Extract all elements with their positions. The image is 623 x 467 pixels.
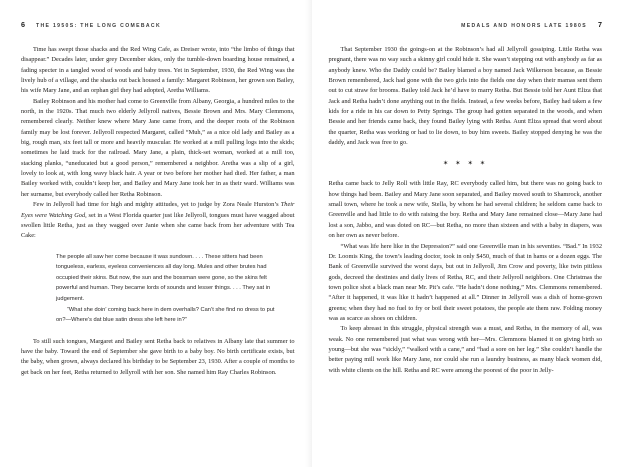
left-running-head [21,20,295,33]
paragraph: Time has swept those shacks and the Red Wing Cafe, as Dreiser wrote, into “the limbo of things that disappear.” Decades later, under grey December skies, only the tumble-down boarding house remained, a fading specter in a tangled wood of woods and baby trees. Yet in September, 1930, the Red Wing was the lively hub of a village, and the shacks out back housed a family: Margaret Robinson, her grown son Bailey, his wife Mary Jane, and an orphan girl they had adopted, Aretha Williams. [21,46,295,95]
paragraph: “What was life here like in the Depression?” said one Greenville man in his seventies. “Bad.” In 1932 Dr. Loomis King, the town’s leading doctor, took in only $450, much of that in hams or a dozen eggs. The Bank of Greenville survived the worst days, but out in Jellyroll, Jim Crow and poverty, like twin pitiless gods, decreed the destinies and daily lives of Retha, RC, and their Jellyroll neighbors. One Christmas the town police shot a black man near Mr. Pit’s cafe. “He hadn’t done nothing,” Mrs. Clemmons remembered. “After it happened, it was like it hadn’t happened at all.” Dinner in Jellyroll was a dish of home-grown greens; when they had no fuel to fry or boil their sweet potatoes, the people ate them raw. Folding money was as scarce as shoes on children. [328,242,602,322]
block-quote [56,252,281,326]
paragraph: Retha came back to Jelly Roll with little Ray, RC everybody called him, but there was no going back to how things had been. Bailey and Mary Jane soon separated, and Bailey moved south to Shamrock, another small town, where he took a new wife, Stella, by whom he had several children; he seldom came back to Greenville and had little to do with raising the boy. Retha and Mary Jane remained close—Mary Jane had lost a son, Jabbo, and was doted on RC—but Retha, no more than sixteen and with a baby in diapers, was on her own as never before. [328,180,602,240]
right-page [312,0,623,467]
ornament-glyphs: ✶ ✶ ✶ ✶ [442,159,488,168]
paragraph: To still such tongues, Margaret and Bailey sent Retha back to relatives in Albany late that summer to have the baby. Toward the end of September she gave birth to a baby boy. No birth certificate exists, but the baby, when grown, always declared his birthday to be September 23, 1930. After a couple of months to get back on her feet, Retha returned to Jellyroll with her son. She named him Ray Charles Robinson. [21,337,295,376]
paragraph: Bailey Robinson and his mother had come to Greenville from Albany, Georgia, a hundred miles to the north, in the 1920s. That much two elderly Jellyroll natives, Bessie Brown and Mrs. Mary Clemmons, remembered clearly. Neither knew where Mary Jane came from, and the deeper roots of the Robinson family may be lost forever. Jellyroll respected Margaret, called “Muh,” as a nice old lady and Bailey as a big, rough man, six feet tall or more and heavily muscular. He worked at a mill pulling logs into the skids; sometimes he laid track for the railroad. Mary Jane, a plain, thick-set woman, worked at a mill too, stacking planks, “uneducated but a good person,” remembered a neighbor. Aretha was a slip of a girl, lovely to look at, with long wavy black hair. A year or two before her mother had died. Her father, a man Bailey worked with, couldn’t keep her, and Bailey and Mary Jane took her in as their ward. Williams was her surname, but everybody called her Retha Robinson. [21,97,295,198]
left-running-head-title: THE 1950S: THE LONG COMEBACK [36,23,161,29]
right-running-head [329,20,603,33]
block-quote-paragraph: The people all saw her come because it was sundown. . . . These sitters had been tongueless, earless, eyeless conveniences all day long. Mules and other brutes had occupied their skins. But now, the sun and the bossman were gone, so the skins felt powerful and human. They became lords of sounds and lesser things. . . . They sat in judgement. [56,253,271,302]
left-body-column [21,45,295,378]
paragraph: That September 1930 the goings-on at the Robinson’s had all Jellyroll gossiping. Little Retha was pregnant, there was no way such a skinny girl could hide it. She wasn’t stepping out with anybody as far as anybody knew. Who the Daddy could be? Bailey blamed a boy named Jack Wilkerson because, as Bessie Brown remembered, Jack had gone with the two girls into the fields one day when their mamas sent them out to cut straw for brooms. Bailey told Jack he’d have to marry Retha. But Bessie told her Aunt Eliza that Jack and Retha hadn’t done anything out in the fields. Instead, a few weeks before, Bailey had taken a few kids for a ride in his car down to Petty Springs. The group had gotten separated in the woods, and when Bessie and her friends came back, they found Bailey lying with Retha. Aunt Eliza spread that word about the quarter, Retha was working or had to lie down, to buy him sweets. Bailey stopped denying he was the daddy, and Jack was free to go. [328,46,602,147]
paragraph-intro-extract: Few in Jellyroll had time for high and mighty attitudes, yet to judge by Zora Neale Hurston’s Their Eyes were Watching God, set in a West Florida quarter just like Jellyroll, tongues must have wagged about swollen little Retha, just as they wagged over Janie when she came back from her adventure with Tea Cake: [21,201,295,240]
right-body-column [329,45,603,376]
section-divider-ornament [329,159,603,168]
left-page-number: 6 [21,20,25,29]
book-title-italic: Their Eyes were Watching God [21,201,295,219]
block-quote-paragraph: “What she doin’ coming back here in dem overhalls? Can’t she find no dress to put on?—Where’s dat blue satin dress she left here in?” [56,306,275,324]
right-page-number: 7 [598,20,602,29]
paragraph: To keep abreast in this struggle, physical strength was a must, and Retha, in the memory of all, was weak. No one remembered just what was wrong with her—Mrs. Clemmons blamed it on giving birth so young—but she was “sickly,” “walked with a cane,” and “had a sore on her leg.” She couldn’t handle the better paying mill work like Mary Jane, nor could she run a laundry business, as many black women did, with white clients on the hill. Retha and RC were among the poorest of the poor in Jelly- [328,325,602,374]
right-running-head-title: MEDALS AND HONORS LATE 1980S [461,23,587,29]
